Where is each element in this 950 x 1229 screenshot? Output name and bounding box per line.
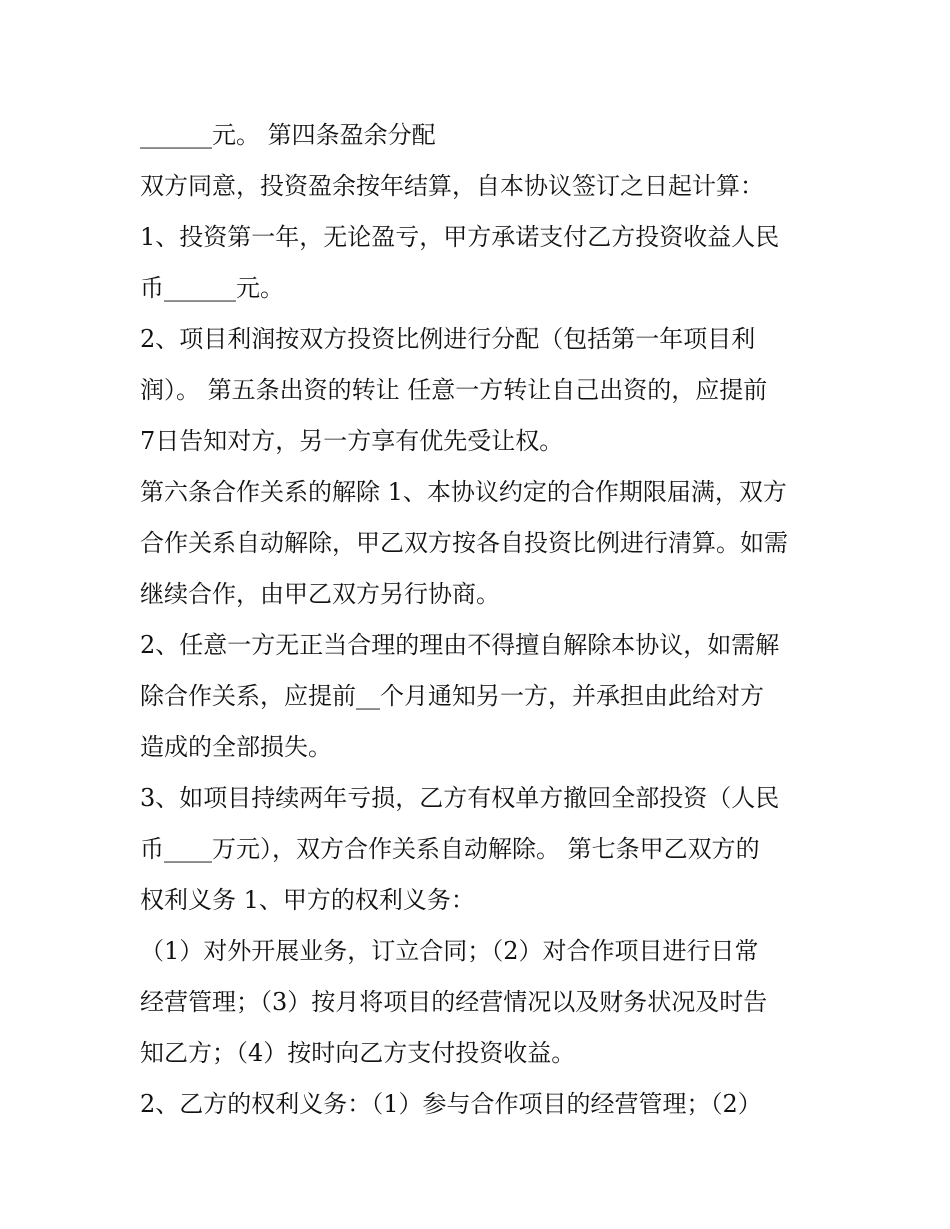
text-line: 1、投资第一年，无论盈亏，甲方承诺支付乙方投资收益人民 [140, 223, 780, 251]
text-line: 2、项目利润按双方投资比例进行分配（包括第一年项目利 [140, 325, 756, 353]
text-line: ______元。 第四条盈余分配 [140, 121, 436, 149]
text-line: 币____万元），双方合作关系自动解除。 第七条甲乙双方的 [140, 835, 760, 863]
text-line: 合作关系自动解除，甲乙双方按各自投资比例进行清算。如需 [140, 529, 788, 557]
text-line: 2、任意一方无正当合理的理由不得擅自解除本协议，如需解 [140, 631, 780, 659]
text-line: （1）对外开展业务，订立合同；（2）对合作项目进行日常 [140, 937, 759, 965]
text-line: 除合作关系，应提前__个月通知另一方，并承担由此给对方 [140, 682, 764, 710]
document-body [140, 110, 820, 1130]
text-line: 7日告知对方，另一方享有优先受让权。 [140, 427, 564, 455]
text-line: 权利义务 1、甲方的权利义务： [140, 886, 475, 914]
text-line: 币______元。 [140, 274, 284, 302]
text-line: 经营管理；（3）按月将项目的经营情况以及财务状况及时告 [140, 988, 768, 1016]
text-line: 造成的全部损失。 [140, 733, 332, 761]
text-line: 3、如项目持续两年亏损，乙方有权单方撤回全部投资（人民 [140, 784, 780, 812]
text-line: 知乙方；（4）按时向乙方支付投资收益。 [140, 1039, 576, 1067]
text-line: 双方同意，投资盈余按年结算，自本协议签订之日起计算： [140, 172, 764, 200]
text-line: 继续合作，由甲乙双方另行协商。 [140, 580, 500, 608]
text-line: 润）。 第五条出资的转让 任意一方转让自己出资的，应提前 [140, 376, 768, 404]
text-line: 2、乙方的权利义务：（1）参与合作项目的经营管理；（2） [140, 1090, 762, 1118]
text-line: 第六条合作关系的解除 1、本协议约定的合作期限届满，双方 [140, 478, 787, 506]
